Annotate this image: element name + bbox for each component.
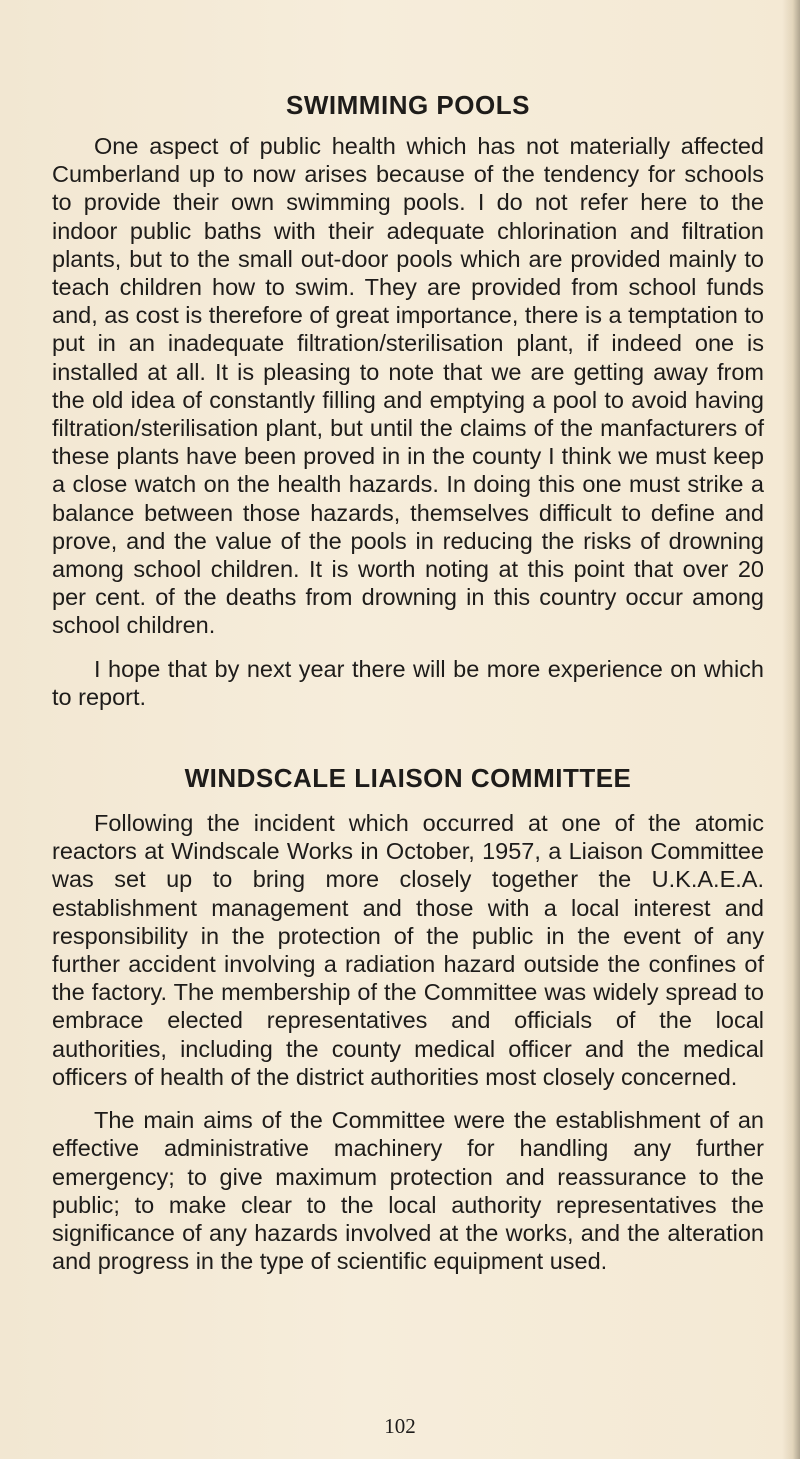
page-content (52, 88, 764, 1275)
paragraph-swimming-pools-2: I hope that by next year there will be more experience on which to report. (52, 655, 764, 710)
section-heading-windscale-liaison-committee: WINDSCALE LIAISON COMMITTEE (184, 763, 632, 794)
section-heading-swimming-pools: SWIMMING POOLS (286, 90, 530, 120)
spacer (52, 122, 764, 132)
spacer (52, 711, 764, 761)
page-edge-shadow (782, 0, 800, 1459)
spacer (52, 640, 764, 655)
paragraph-windscale-1: Following the incident which occurred at one of the atomic reactors at Windscale Works in October, 1957, a Liaison Committee was set up to bring more closely together the U.K.A.E.A. establishment management and those with a local interest and responsibility in the protection of the public in the event of any further accident involving a radiation hazard outside the confines of the factory. The membership of the Committee was widely spread to embrace elected representatives and officials of the local authorities, including the county medical officer and the medical officers of health of the district authorities most closely concerned. (52, 810, 764, 1090)
paragraph-swimming-pools-1: One aspect of public health which has not materially affected Cumberland up to now arises because of the tendency for schools to provide their own swimming pools. I do not refer here to the indoor public baths with their adequate chlorination and filtration plants, but to the small out-door pools which are provided mainly to teach children how to swim. They are provided from school funds and, as cost is therefore of great importance, there is a temptation to put in an inadequate filtration/sterilisation plant, if indeed one is installed at all. It is pleasing to note that we are getting away from the old idea of constantly filling and emptying a pool to avoid having filtration/sterilisation plant, but until the claims of the manfacturers of these plants have been proved in in the county I think we must keep a close watch on the health hazards. In doing this one must strike a balance between those hazards, themselves difficult to define and prove, and the value of the pools in reducing the risks of drowning among school children. It is worth noting at this point that over 20 per cent. of the deaths from drowning in this country occur among school children. (52, 133, 764, 639)
paragraph-windscale-2: The main aims of the Committee were the establishment of an effective administrative machinery for handling any further emergency; to give maximum protection and reassurance to the public; to make clear to the local authority representatives the significance of any hazards involved at the works, and the alteration and progress in the type of scientific equipment used. (52, 1107, 764, 1275)
page-number: 102 (384, 1414, 416, 1438)
spacer (52, 795, 764, 809)
spacer (52, 1091, 764, 1106)
